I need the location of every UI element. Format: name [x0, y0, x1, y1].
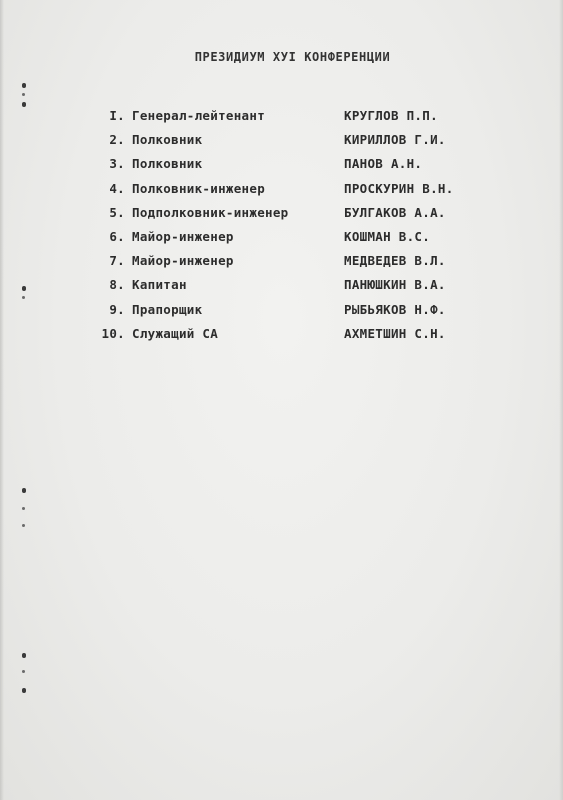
- member-rank: Полковник-инженер: [132, 180, 266, 196]
- list-item: [0, 156, 563, 180]
- member-rank: Полковник: [132, 156, 203, 172]
- item-number: 8.: [109, 277, 125, 293]
- item-number: I.: [109, 108, 125, 123]
- member-rank: Подполковник-инженер: [132, 204, 289, 220]
- item-number: 2.: [109, 132, 125, 148]
- member-rank: Генерал-лейтенант: [132, 108, 266, 123]
- binder-hole: [22, 524, 25, 527]
- document-title: ПРЕЗИДИУМ ХУI КОНФЕРЕНЦИИ: [194, 50, 391, 64]
- member-rank: Майор-инженер: [132, 228, 234, 244]
- binder-hole: [22, 653, 26, 658]
- member-name: ПАНОВ А.Н.: [344, 156, 423, 172]
- members-list: [0, 108, 563, 350]
- member-rank: Служащий СА: [132, 325, 219, 341]
- list-item: [0, 326, 563, 350]
- member-rank: Прапорщик: [132, 301, 203, 317]
- list-item: [0, 181, 563, 205]
- member-name: АХМЕТШИН С.Н.: [344, 325, 446, 341]
- item-number: 9.: [109, 301, 125, 317]
- member-name: ПАНЮШКИН В.А.: [344, 277, 446, 293]
- item-number: 7.: [109, 253, 125, 269]
- member-name: КИРИЛЛОВ Г.И.: [344, 132, 446, 148]
- member-name: КРУГЛОВ П.П.: [344, 108, 438, 123]
- item-number: 5.: [109, 204, 125, 220]
- member-rank: Майор-инженер: [132, 253, 234, 269]
- binder-hole: [22, 83, 26, 88]
- list-item: [0, 108, 563, 132]
- binder-hole: [22, 488, 26, 493]
- binder-hole: [22, 688, 26, 693]
- list-item: [0, 277, 563, 301]
- list-item: [0, 229, 563, 253]
- list-item: [0, 253, 563, 277]
- member-name: КОШМАН В.С.: [344, 228, 431, 244]
- item-number: 10.: [101, 325, 125, 341]
- list-item: [0, 132, 563, 156]
- binder-hole: [22, 93, 25, 96]
- binder-hole: [22, 670, 25, 673]
- list-item: [0, 205, 563, 229]
- member-name: МЕДВЕДЕВ В.Л.: [344, 253, 446, 269]
- item-number: 6.: [109, 228, 125, 244]
- binder-hole: [22, 507, 25, 510]
- member-name: БУЛГАКОВ А.А.: [344, 204, 446, 220]
- binder-hole: [22, 102, 26, 107]
- item-number: 4.: [109, 180, 125, 196]
- item-number: 3.: [109, 156, 125, 172]
- member-rank: Капитан: [132, 277, 187, 293]
- member-rank: Полковник: [132, 132, 203, 148]
- member-name: ПРОСКУРИН В.Н.: [344, 180, 454, 196]
- list-item: [0, 302, 563, 326]
- member-name: РЫБЬЯКОВ Н.Ф.: [344, 301, 446, 317]
